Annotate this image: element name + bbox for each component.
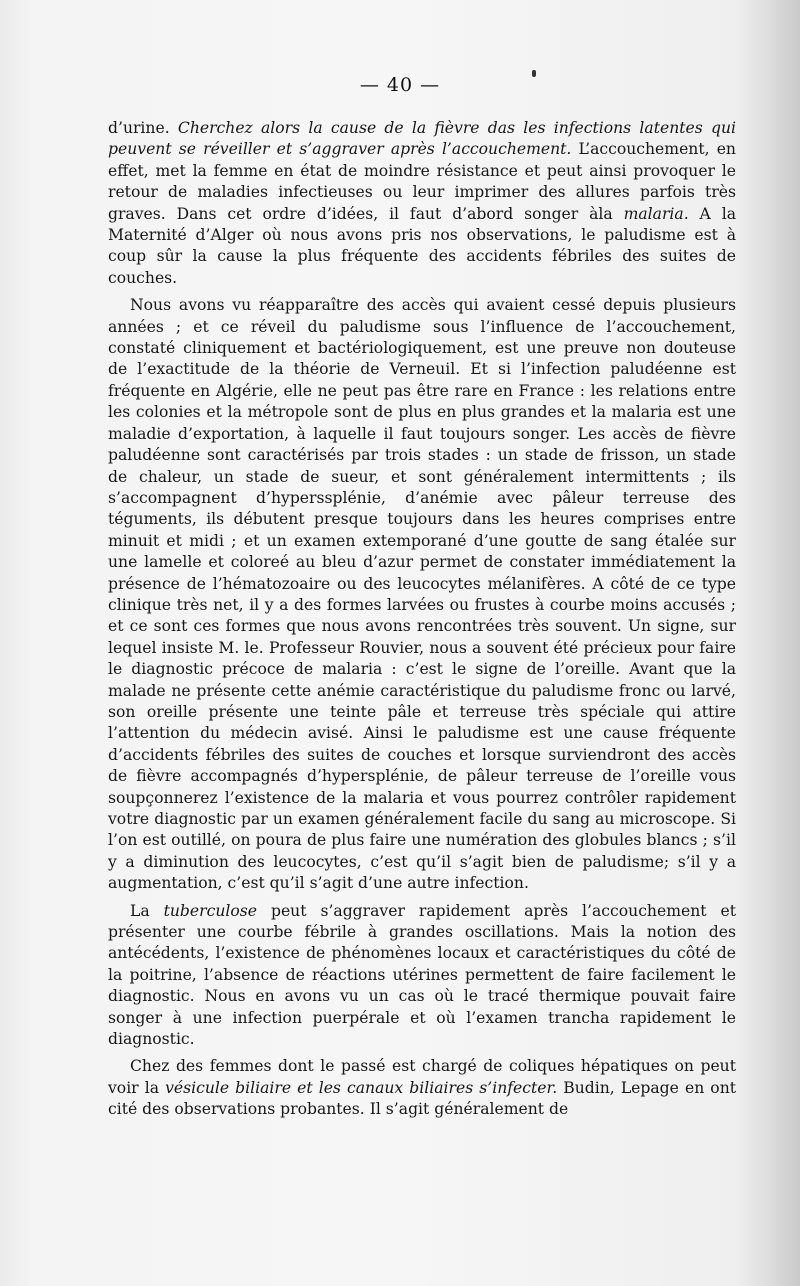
page-number: — 40 — <box>359 74 441 96</box>
paragraph-paludisme <box>108 295 736 894</box>
text-run: La <box>130 901 164 920</box>
text-run: Nous avons vu réapparaître des accès qui avaient cessé depuis plusieurs années ; et ce réveil du paludisme sous l’influence de l’accouchement, constaté cliniquement et bactériologiquement, est une preuve non douteuse de l’exactitude de la théorie de Verneuil. Et si l’infection paludéenne est fréquente en Algérie, elle ne peut pas être rare en France : les relations entre les colonies et la métropole sont de plus en plus grandes et la malaria est une maladie d’exportation, à laquelle il faut toujours songer. Les accès de fièvre paludéenne sont caractérisés par trois stades : un stade de frisson, un stade de chaleur, un stade de sueur, et sont généralement intermittents ; ils s’accompagnent d’hyperssplénie, d’anémie avec pâleur terreuse des téguments, ils débutent presque toujours dans les heures comprises entre minuit et midi ; et un examen extemporané d’une goutte de sang étalée sur une lamelle et coloreé au bleu d’azur permet de constater immédiatement la présence de l’hématozoaire ou des leucocytes mélanifères. A côté de ce type clinique très net, il y a des formes larvées ou frustes à courbe moins accusés ; et ce sont ces formes que nous avons rencontrées très souvent. Un signe, sur lequel insiste M. le. Professeur Rouvier, nous a souvent été précieux pour faire le diagnostic précoce de malaria : c’est le signe de l’oreille. Avant que la malade ne présente cette anémie caractéristique du paludisme fronc ou larvé, son oreille présente une teinte pâle et terreuse très spéciale qui attire l’attention du médecin avisé. Ainsi le paludisme est une cause fréquente d’accidents fébriles des suites de couches et lorsque surviendront des accès de fièvre accompagnés d’hypersplénie, de pâleur terreuse de l’oreille vous soupçonnerez l’existence de la malaria et vous pourrez contrôler rapidement votre diagnostic par un examen généralement facile du sang au microscope. Si l’on est outillé, on poura de plus faire une numération des globules blancs ; s’il y a diminution des leucocytes, c’est qu’il s’agit bien de paludisme; s’il y a augmentation, c’est qu’il s’agit d’une autre infection. <box>108 296 736 893</box>
body-text <box>108 118 736 1127</box>
paragraph-tuberculose <box>108 901 736 1051</box>
text-run: peut s’aggraver rapidement après l’accouchement et présenter une courbe fébrile à grandes oscillations. Mais la notion des antécédents, l’existence de phénomènes locaux et caractéristiques du côté de la poitrine, l’absence de réactions utérines permettent de faire facilement le diagnostic. Nous en avons vu un cas où le tracé thermique pouvait faire songer à une infection puerpérale et où l’examen trancha rapidement le diagnostic. <box>108 901 736 1049</box>
text-run: A la Maternité d’Alger où nous avons pris nos observations, le paludisme est à coup sûr la cause la plus fréquente des accidents fébriles des suites de couches. <box>108 204 736 287</box>
italic-run: tuberculose <box>163 901 257 920</box>
italic-run: vésicule biliaire et les canaux biliaires s’infecter. <box>165 1078 558 1097</box>
paragraph-vesicule <box>108 1056 736 1120</box>
italic-run: malaria. <box>623 204 689 223</box>
text-run: d’urine. <box>108 119 178 137</box>
text-run: Budin, Lepage en ont cité des observations probantes. Il s’agit généralement de <box>108 1078 737 1119</box>
text-run: Chez des femmes dont le passé est chargé de coliques hépatiques on peut voir la <box>108 1057 736 1097</box>
ink-speck <box>532 70 536 77</box>
paragraph-malaria-intro <box>108 118 736 289</box>
text-run: L’accouchement, en effet, met la femme en état de moindre résistance et peut ainsi provoquer le retour de maladies infectieuses ou leur imprimer des allures parfois très graves. Dans cet ordre d’idées, il faut d’abord songer àla <box>108 140 736 223</box>
italic-run: Cherchez alors la cause de la fièvre das les infections latentes qui peuvent se réveiller et s’aggraver après l’accouchement. <box>108 119 736 159</box>
